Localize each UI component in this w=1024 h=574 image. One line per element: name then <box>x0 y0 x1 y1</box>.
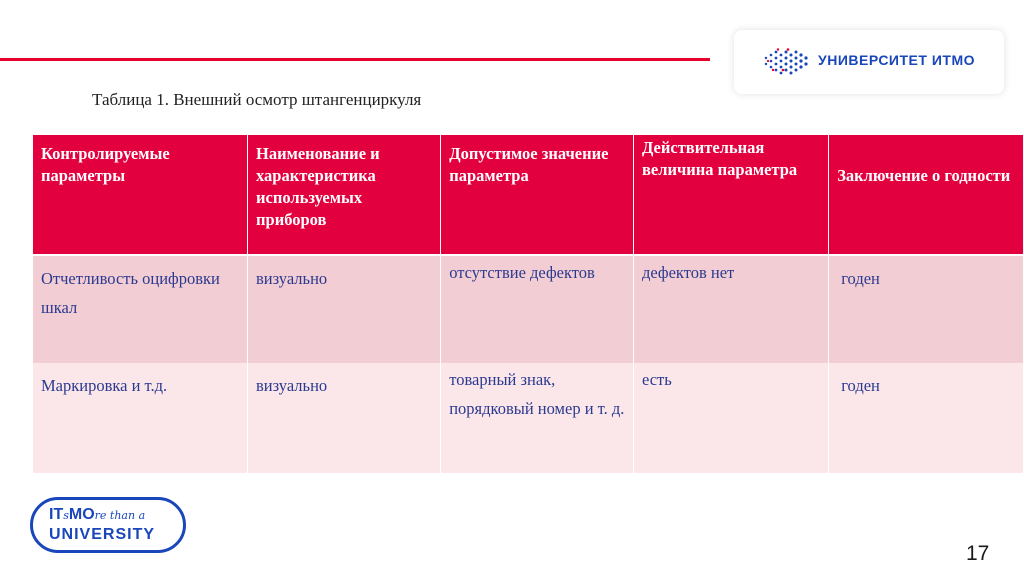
header-cell: Наименование и характеристика используемых приборов <box>248 135 441 255</box>
page-number: 17 <box>966 542 990 565</box>
table-cell: товарный знак, порядковый номер и т. д. <box>441 363 634 473</box>
university-logo <box>734 30 1004 94</box>
logo-text: УНИВЕРСИТЕТ ИТМО <box>818 52 975 68</box>
table-cell: есть <box>633 363 828 473</box>
header-cell: Допустимое значение параметра <box>441 135 634 255</box>
logo-dots-icon <box>764 48 814 76</box>
table-header-row <box>33 135 1024 255</box>
logo-line-1: ITsMOre than a <box>49 506 146 523</box>
itmo-more-than-a-university-logo <box>30 497 186 553</box>
logo-line-2: UNIVERSITY <box>49 526 156 543</box>
table-cell: Отчетливость оцифровки шкал <box>33 255 248 363</box>
table-caption: Таблица 1. Внешний осмотр штангенциркуля <box>92 90 422 109</box>
header-cell: Действительная величина параметра <box>633 135 828 255</box>
header-accent-line <box>0 58 710 61</box>
table-row <box>33 255 1024 363</box>
table-cell: годен <box>829 255 1024 363</box>
table-cell: визуально <box>248 255 441 363</box>
table-cell: дефектов нет <box>633 255 828 363</box>
table-cell: Маркировка и т.д. <box>33 363 248 473</box>
table-row <box>33 363 1024 473</box>
table-cell: визуально <box>248 363 441 473</box>
header-cell: Контролируемые параметры <box>33 135 248 255</box>
inspection-table <box>32 135 1024 473</box>
table-cell: годен <box>829 363 1024 473</box>
table-cell: отсутствие дефектов <box>441 255 634 363</box>
header-cell: Заключение о годности <box>829 135 1024 255</box>
